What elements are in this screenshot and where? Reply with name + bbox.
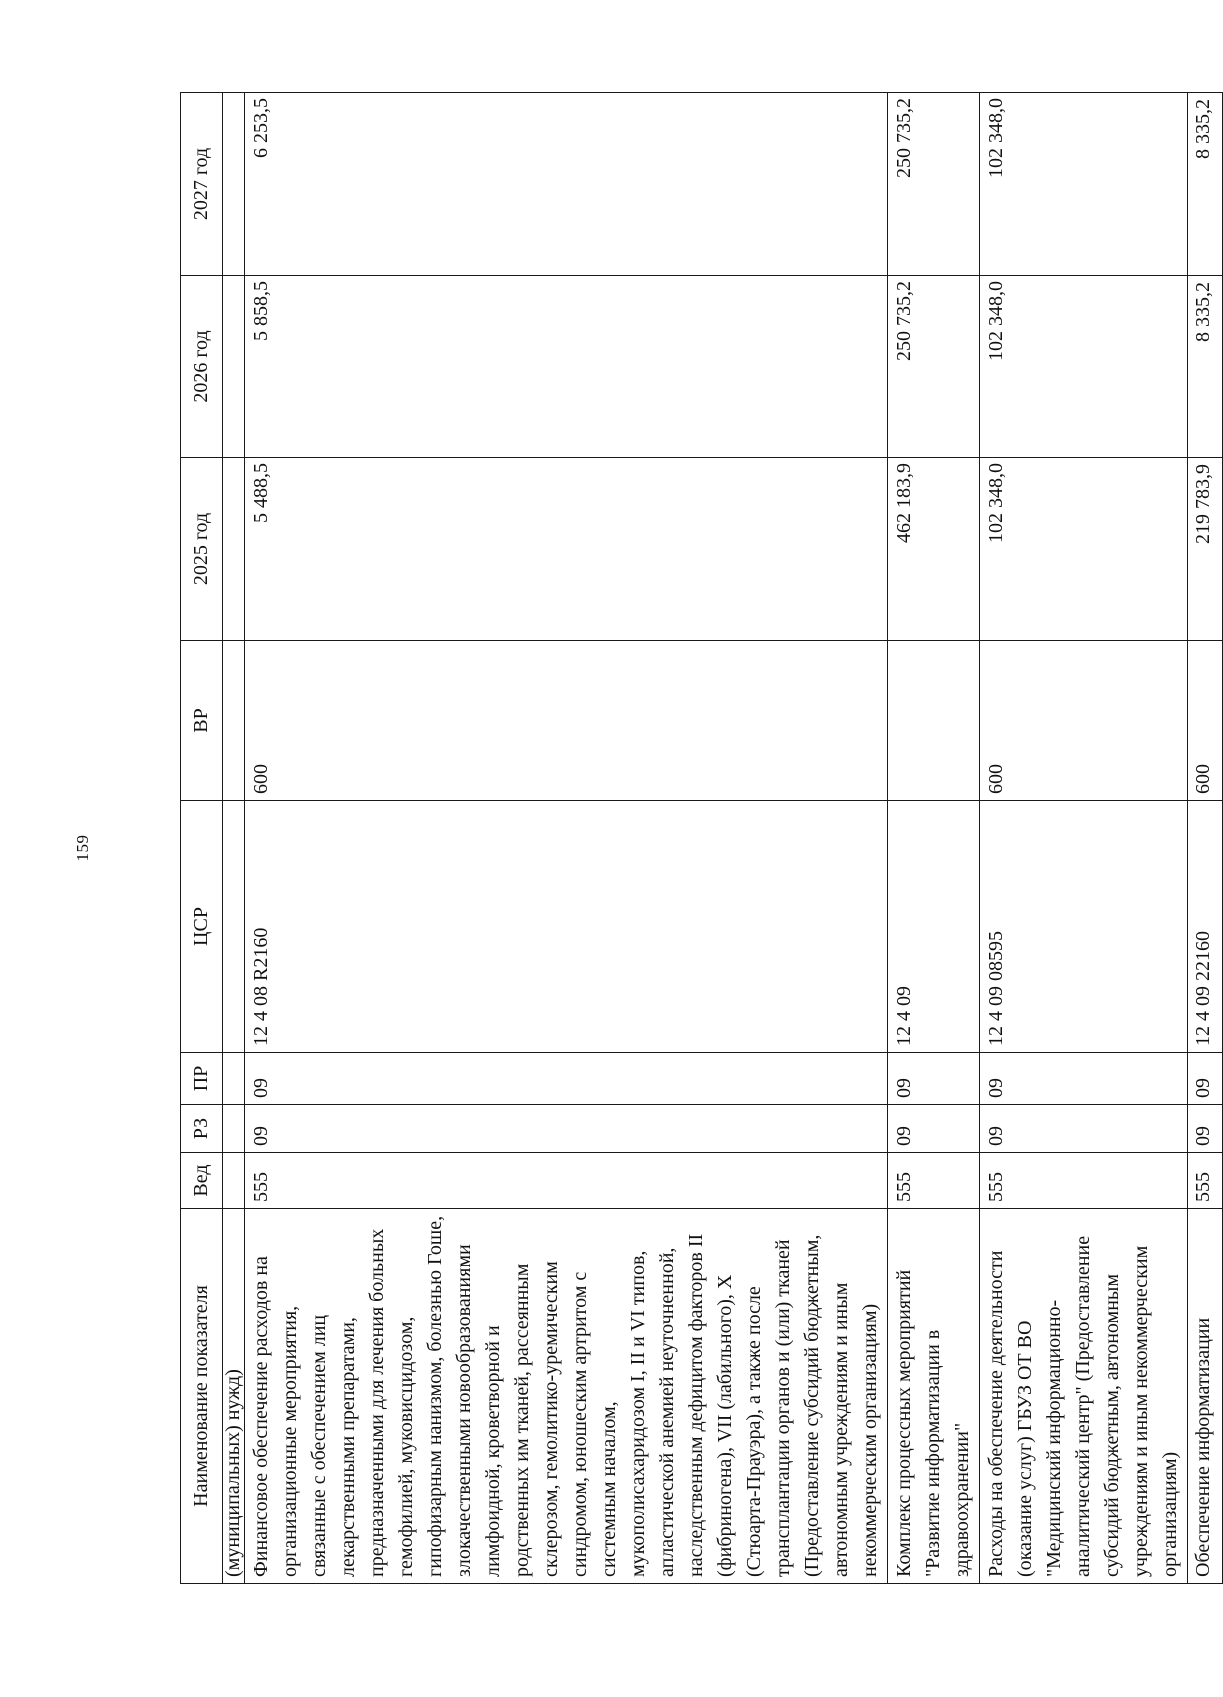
header-vr: ВР [181,641,223,801]
cell-ved: 555 [980,1153,1188,1209]
cell-pr [223,1053,245,1105]
cell-rz: 09 [1188,1105,1223,1153]
budget-table-container [180,93,1214,1584]
header-name: Наименование показателя [181,1209,223,1584]
cell-2025: 219 783,9 [1188,458,1223,641]
cell-ved [223,1153,245,1209]
cell-pr: 09 [888,1053,980,1105]
cell-csr: 12 4 08 R2160 [245,801,888,1053]
table-row [1188,93,1223,1584]
header-2026: 2026 год [181,276,223,458]
cell-vr: 600 [245,641,888,801]
cell-vr: 600 [980,641,1188,801]
cell-rz: 09 [888,1105,980,1153]
header-ved: Вед [181,1153,223,1209]
budget-table [180,92,1223,1584]
header-rz: РЗ [181,1105,223,1153]
cell-name: Комплекс процессных мероприятий "Развитие информатизации в здравоохранении" [888,1209,980,1584]
table-row [245,93,888,1584]
cell-csr: 12 4 09 22160 [1188,801,1223,1053]
cell-ved: 555 [888,1153,980,1209]
cell-2027: 102 348,0 [980,93,1188,276]
cell-2026: 250 735,2 [888,276,980,458]
table-row [980,93,1188,1584]
cell-2026: 102 348,0 [980,276,1188,458]
cell-pr: 09 [245,1053,888,1105]
cell-ved: 555 [245,1153,888,1209]
cell-2027: 8 335,2 [1188,93,1223,276]
table-row [888,93,980,1584]
cell-name: Финансовое обеспечение расходов на организационные мероприятия, связанные с обеспечением лиц лекарственными препаратами, предназначенными для лечения больных гемофилией, муковисцидозом, гипофизарным нанизмом, болезнью Гоше, злокачественными новообразованиями лимфоидной, кроветворной и родственных им тканей, рассеянным склерозом, гемолитико-уремическим синдромом, юношеским артритом с системным началом, мукополисахаридозом I, II и VI типов, апластической анемией неуточненной, наследственным дефицитом факторов II (фибриногена), VII (лабильного), X (Стюарта-Прауэра), а также после трансплантации органов и (или) тканей (Предоставление субсидий бюджетным, автономным учреждениям и иным некоммерческим организациям) [245,1209,888,1584]
cell-csr [223,801,245,1053]
page-number: 159 [73,834,92,862]
header-2027: 2027 год [181,93,223,276]
cell-2027 [223,93,245,276]
cell-vr [223,641,245,801]
cell-ved: 555 [1188,1153,1223,1209]
cell-2026 [223,276,245,458]
cell-csr: 12 4 09 [888,801,980,1053]
table-header-row [181,93,223,1584]
table-row [223,93,245,1584]
cell-rz: 09 [245,1105,888,1153]
cell-rz: 09 [980,1105,1188,1153]
header-2025: 2025 год [181,458,223,641]
cell-2025 [223,458,245,641]
cell-name: Обеспечение информатизации [1188,1209,1223,1584]
header-pr: ПР [181,1053,223,1105]
header-csr: ЦСР [181,801,223,1053]
cell-2027: 250 735,2 [888,93,980,276]
cell-2025: 102 348,0 [980,458,1188,641]
cell-pr: 09 [980,1053,1188,1105]
cell-2025: 462 183,9 [888,458,980,641]
cell-csr: 12 4 09 08595 [980,801,1188,1053]
cell-name: Расходы на обеспечение деятельности (оказание услуг) ГБУЗ ОТ ВО "Медицинский информационно-аналитический центр" (Предоставление субсидий бюджетным, автономным учреждениям и иным некоммерческим организациям) [980,1209,1188,1584]
cell-2027: 6 253,5 [245,93,888,276]
cell-vr: 600 [1188,641,1223,801]
cell-rz [223,1105,245,1153]
cell-name: (муниципальных) нужд) [223,1209,245,1584]
cell-vr [888,641,980,801]
cell-pr: 09 [1188,1053,1223,1105]
cell-2026: 8 335,2 [1188,276,1223,458]
cell-2026: 5 858,5 [245,276,888,458]
cell-2025: 5 488,5 [245,458,888,641]
